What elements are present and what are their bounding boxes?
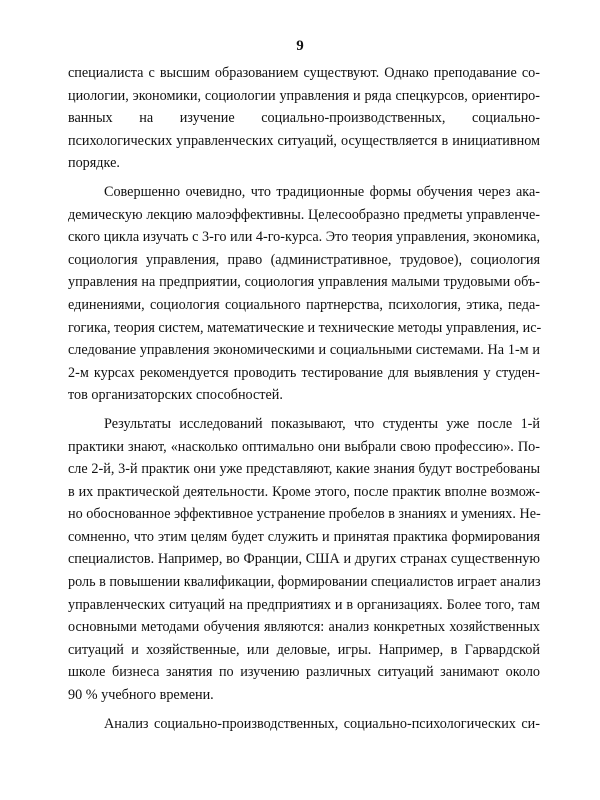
body-text: [68, 62, 540, 735]
text-line: следование управления экономическими и социальными системами. На 1-м и: [68, 342, 540, 359]
text-line: ситуаций и хозяйственные, или деловые, игры. Например, в Гарвардской: [68, 641, 540, 658]
text-line: Результаты исследований показывают, что студенты уже после 1-й: [104, 415, 540, 432]
text-line: сле 2-й, 3-й практик они уже представляют, какие знания будут востребованы: [68, 461, 540, 478]
text-line: сомненно, что этим целям будет служить и принятая практика формирования: [68, 528, 540, 545]
text-line: порядке.: [68, 155, 120, 172]
text-line: тов организаторских способностей.: [68, 387, 283, 404]
text-line: Анализ социально-производственных, социально-психологических си-: [104, 715, 540, 732]
text-line: ского цикла изучать с 3-го или 4-го-курса. Это теория управления, экономика,: [68, 229, 540, 246]
text-line: но обоснованное эффективное устранение пробелов в знаниях и умениях. Не-: [68, 506, 541, 523]
text-line: циологии, экономики, социологии управления и ряда спецкурсов, ориентиро-: [68, 87, 540, 104]
text-line: школе бизнеса занятия по изучению различных ситуаций занимают около: [68, 664, 540, 681]
text-line: гогика, теория систем, математические и технические методы управления, ис-: [68, 319, 542, 336]
text-line: социология управления, право (административное, трудовое), социология: [68, 251, 540, 268]
text-line: ванных на изучение социально-производственных, социально-: [68, 110, 540, 127]
paragraph-1: [68, 62, 540, 175]
page-number: 9: [296, 38, 304, 54]
text-line: специалистов. Например, во Франции, США и других странах существенную: [68, 551, 540, 568]
text-line: основными методами обучения являются: анализ конкретных хозяйственных: [68, 619, 540, 636]
text-line: 2-м курсах рекомендуется проводить тестирование для выявления у студен-: [68, 364, 540, 381]
text-line: роль в повышении квалификации, формировании специалистов играет анализ: [68, 574, 541, 591]
paragraph-3: [68, 413, 540, 707]
text-line: в их практической деятельности. Кроме этого, после практик вполне возмож-: [68, 483, 540, 500]
text-line: Совершенно очевидно, что традиционные формы обучения через ака-: [104, 183, 540, 200]
text-line: демическую лекцию малоэффективны. Целесообразно предметы управленче-: [68, 206, 540, 223]
text-line: специалиста с высшим образованием существуют. Однако преподавание со-: [68, 65, 540, 81]
paragraph-2: [68, 181, 540, 407]
text-line: 90 % учебного времени.: [68, 687, 214, 704]
text-line: психологических управленческих ситуаций, осуществляется в инициативном: [68, 132, 540, 149]
paragraph-4: [68, 713, 540, 736]
text-line: управления на предприятии, социология управления малыми трудовыми объ-: [68, 274, 540, 291]
text-line: единениями, социология социального партнерства, психология, этика, педа-: [68, 296, 540, 313]
text-line: практики знают, «насколько оптимально они выбрали свою профессию». По-: [68, 438, 540, 455]
text-line: управленческих ситуаций на предприятиях и в организациях. Более того, там: [68, 596, 540, 613]
